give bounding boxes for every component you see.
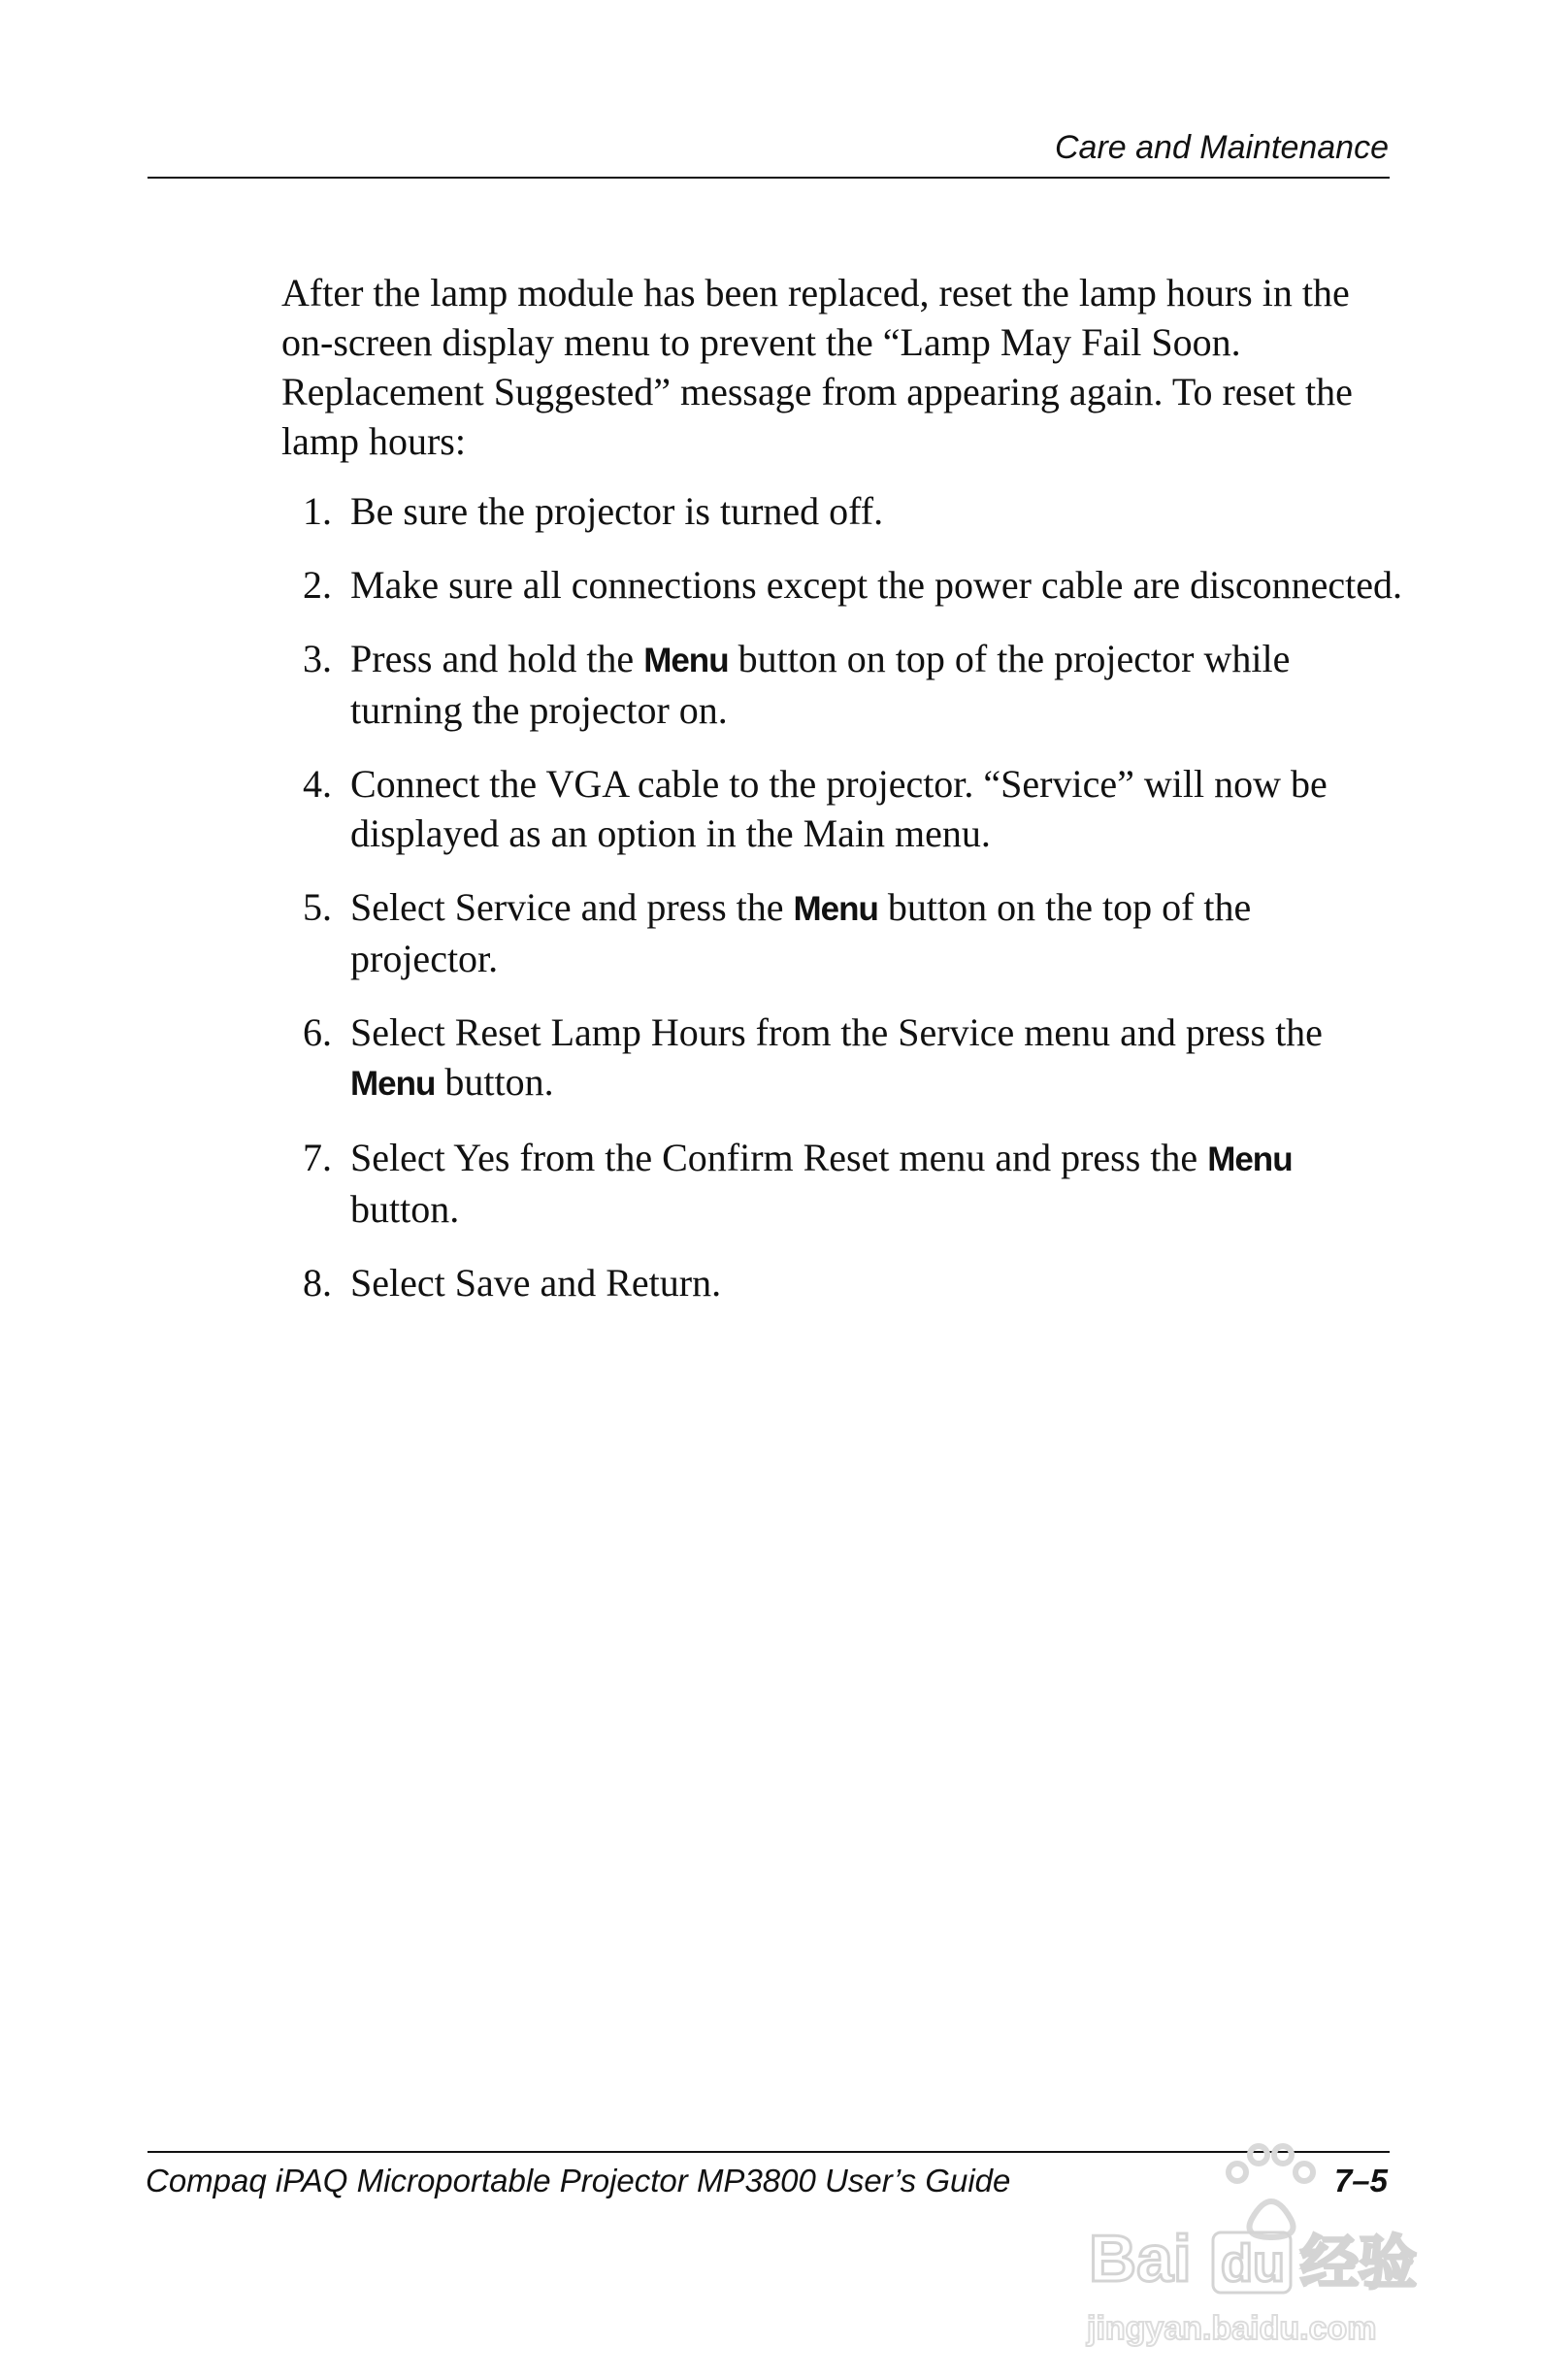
step-number: 3. bbox=[303, 637, 332, 680]
list-item bbox=[281, 759, 1407, 858]
list-item bbox=[281, 560, 1407, 610]
step-text-before: Select Yes from the Confirm Reset menu and press the bbox=[350, 1136, 1208, 1179]
step-number: 4. bbox=[303, 762, 332, 806]
step-text-after: button on top of the projector while turning the projector on. bbox=[350, 637, 1291, 732]
list-item bbox=[281, 882, 1407, 983]
page-number: 7–5 bbox=[1333, 2163, 1388, 2198]
list-item bbox=[281, 1133, 1407, 1234]
svg-text:du: du bbox=[1221, 2234, 1285, 2293]
step-number: 8. bbox=[303, 1261, 332, 1305]
step-text-after: button. bbox=[435, 1060, 554, 1104]
menu-button-term: Menu bbox=[643, 642, 729, 679]
step-text-before: Select Reset Lamp Hours from the Service menu and press the bbox=[350, 1010, 1323, 1054]
svg-text:Bai: Bai bbox=[1089, 2222, 1192, 2296]
menu-button-term: Menu bbox=[793, 890, 878, 928]
menu-button-term: Menu bbox=[350, 1065, 436, 1103]
step-number: 1. bbox=[303, 489, 332, 533]
list-item bbox=[281, 486, 1407, 536]
step-number: 5. bbox=[303, 885, 332, 929]
step-number: 6. bbox=[303, 1010, 332, 1054]
baidu-watermark-logo bbox=[1067, 2126, 1456, 2359]
menu-button-term: Menu bbox=[1207, 1140, 1293, 1178]
svg-text:jingyan.baidu.com: jingyan.baidu.com bbox=[1087, 2310, 1377, 2347]
step-text-after: button on the top of the projector. bbox=[350, 885, 1252, 980]
list-item bbox=[281, 634, 1407, 735]
step-text-before: Select Service and press the bbox=[350, 885, 794, 929]
step-text-before: Press and hold the bbox=[350, 637, 644, 680]
svg-text:经验: 经验 bbox=[1300, 2231, 1417, 2296]
intro-paragraph: After the lamp module has been replaced, reset the lamp hours in the on-screen display menu to prevent the “Lamp May Fail Soon. Replacement Suggested” message from appearing again. To reset the lamp hours: bbox=[281, 271, 1353, 463]
step-text: Be sure the projector is turned off. bbox=[350, 489, 884, 533]
steps-list bbox=[281, 486, 1407, 1307]
step-number: 7. bbox=[303, 1136, 332, 1179]
list-item bbox=[281, 1258, 1407, 1307]
step-text: Make sure all connections except the power cable are disconnected. bbox=[350, 563, 1402, 607]
running-header: Care and Maintenance bbox=[1054, 129, 1389, 166]
list-item bbox=[281, 1008, 1407, 1108]
step-text-after: button. bbox=[350, 1187, 460, 1231]
step-text: Connect the VGA cable to the projector. “Service” will now be displayed as an option in the Main menu. bbox=[350, 762, 1328, 855]
step-text: Select Save and Return. bbox=[350, 1261, 722, 1305]
page-body bbox=[281, 268, 1407, 1332]
step-number: 2. bbox=[303, 563, 332, 607]
header-rule bbox=[148, 177, 1390, 179]
footer-guide-title: Compaq iPAQ Microportable Projector MP3800 User’s Guide bbox=[146, 2163, 1011, 2198]
